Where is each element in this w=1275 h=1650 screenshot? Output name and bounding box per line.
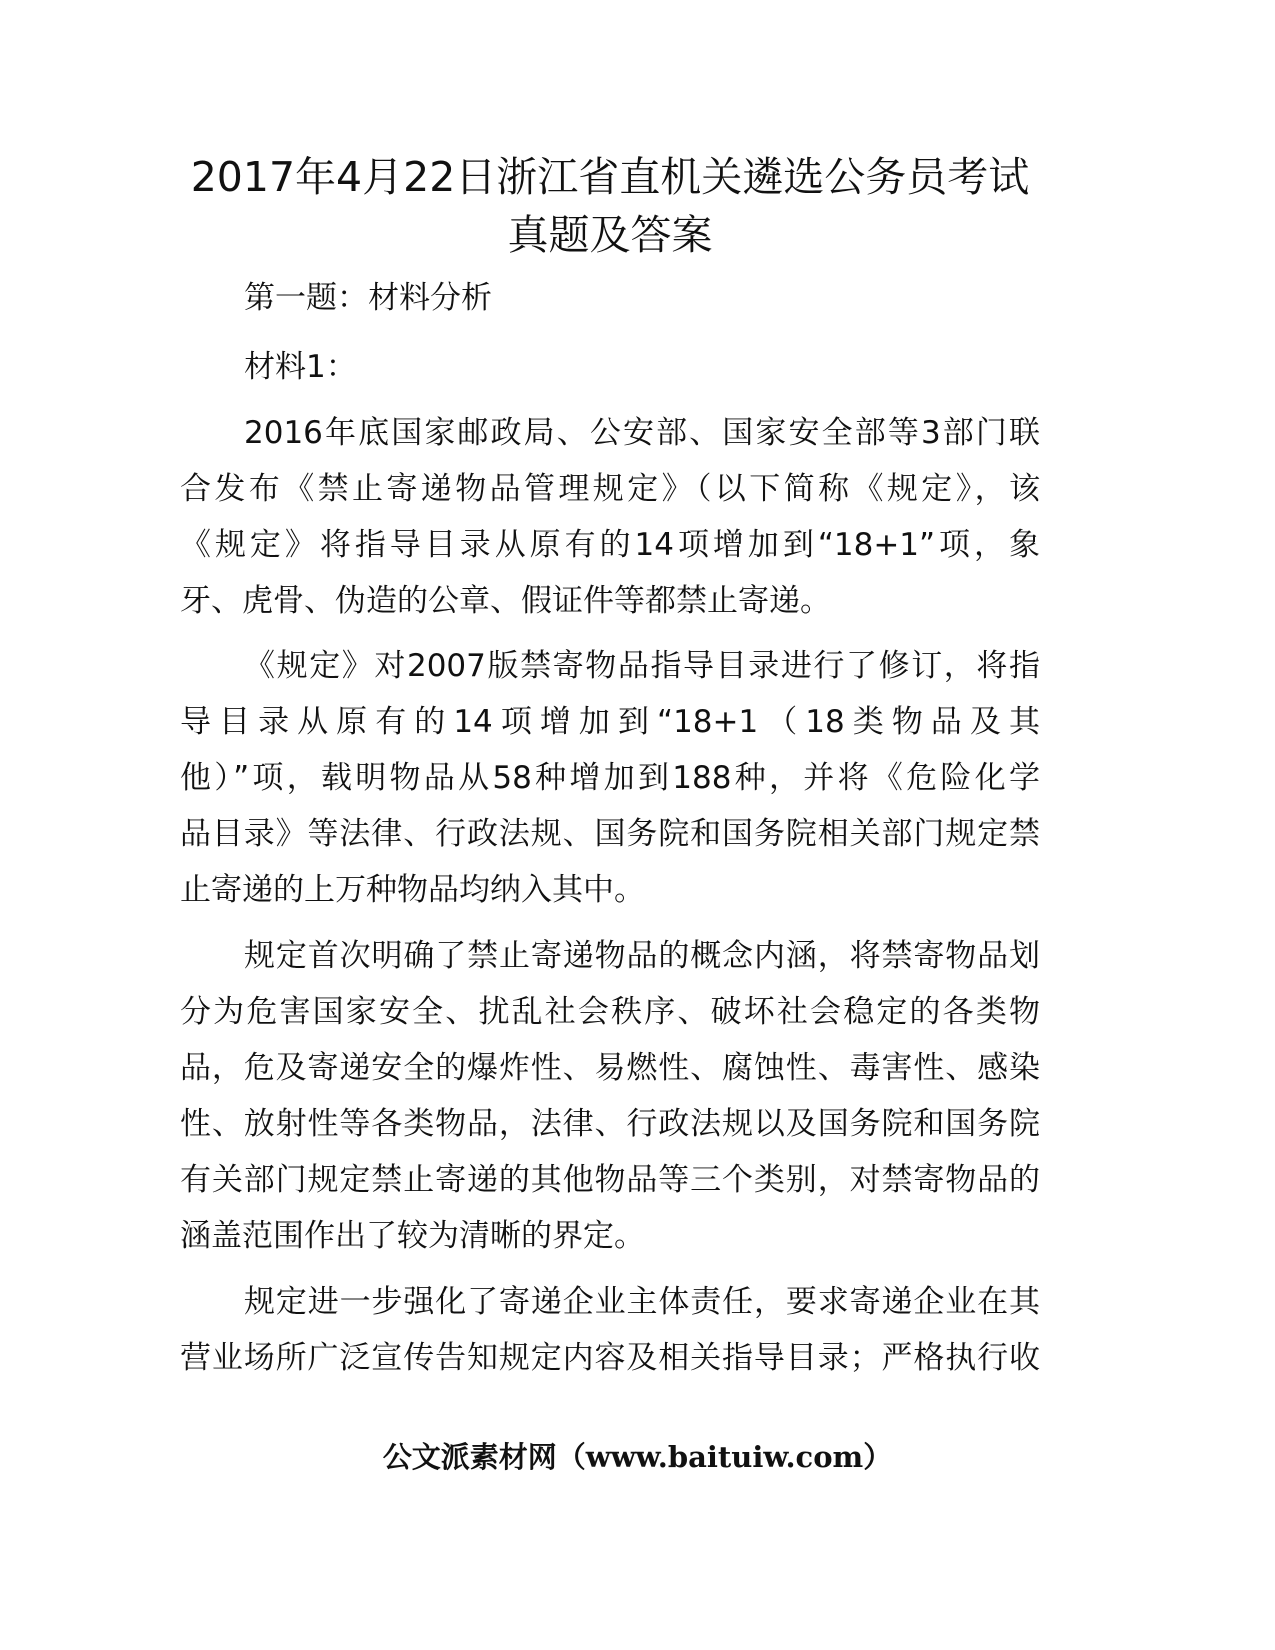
paragraph-line: 涵盖范围作出了较为清晰的界定。 — [180, 1218, 645, 1254]
paragraph-line: 规定首次明确了禁止寄递物品的概念内涵，将禁寄物品划 — [244, 938, 1040, 974]
paragraph-line: 分为危害国家安全、扰乱社会秩序、破坏社会稳定的各类物 — [180, 994, 1040, 1030]
paragraph-line: 品，危及寄递安全的爆炸性、易燃性、腐蚀性、毒害性、感染 — [180, 1050, 1040, 1086]
document-title — [180, 148, 1040, 264]
paragraph-line: 《规定》将指导目录从原有的14项增加到“18+1”项，象 — [180, 527, 1040, 563]
paragraph-line: 《规定》对2007版禁寄物品指导目录进行了修订，将指 — [244, 648, 1040, 684]
paragraph-line: 规定进一步强化了寄递企业主体责任，要求寄递企业在其 — [244, 1284, 1040, 1320]
paragraph-1 — [180, 405, 1040, 629]
page-footer: 公文派素材网（www.baituiw.com） — [382, 1440, 893, 1474]
paragraph-line: 品目录》等法律、行政法规、国务院和国务院相关部门规定禁 — [180, 816, 1040, 852]
title-line-1: 2017年4月22日浙江省直机关遴选公务员考试 — [190, 153, 1030, 201]
paragraph-line: 止寄递的上万种物品均纳入其中。 — [180, 872, 645, 908]
paragraph-line: 他）”项，载明物品从58种增加到188种，并将《危险化学 — [180, 760, 1040, 796]
paragraph-line: 营业场所广泛宣传告知规定内容及相关指导目录；严格执行收 — [180, 1340, 1040, 1376]
paragraph-2 — [180, 638, 1040, 918]
paragraph-line: 性、放射性等各类物品，法律、行政法规以及国务院和国务院 — [180, 1106, 1040, 1142]
paragraph-line: 合发布《禁止寄递物品管理规定》（以下简称《规定》，该 — [180, 471, 1040, 507]
material-label: 材料1： — [244, 349, 357, 385]
title-line-2: 真题及答案 — [507, 211, 713, 259]
paragraph-line: 导目录从原有的14项增加到“18+1（18类物品及其 — [180, 704, 1040, 740]
paragraph-line: 有关部门规定禁止寄递的其他物品等三个类别，对禁寄物品的 — [180, 1162, 1040, 1198]
paragraph-3 — [180, 928, 1040, 1264]
paragraph-line: 牙、虎骨、伪造的公章、假证件等都禁止寄递。 — [180, 583, 831, 619]
question-heading: 第一题：材料分析 — [244, 280, 492, 316]
paragraph-4 — [180, 1274, 1040, 1386]
paragraph-line: 2016年底国家邮政局、公安部、国家安全部等3部门联 — [244, 415, 1040, 451]
